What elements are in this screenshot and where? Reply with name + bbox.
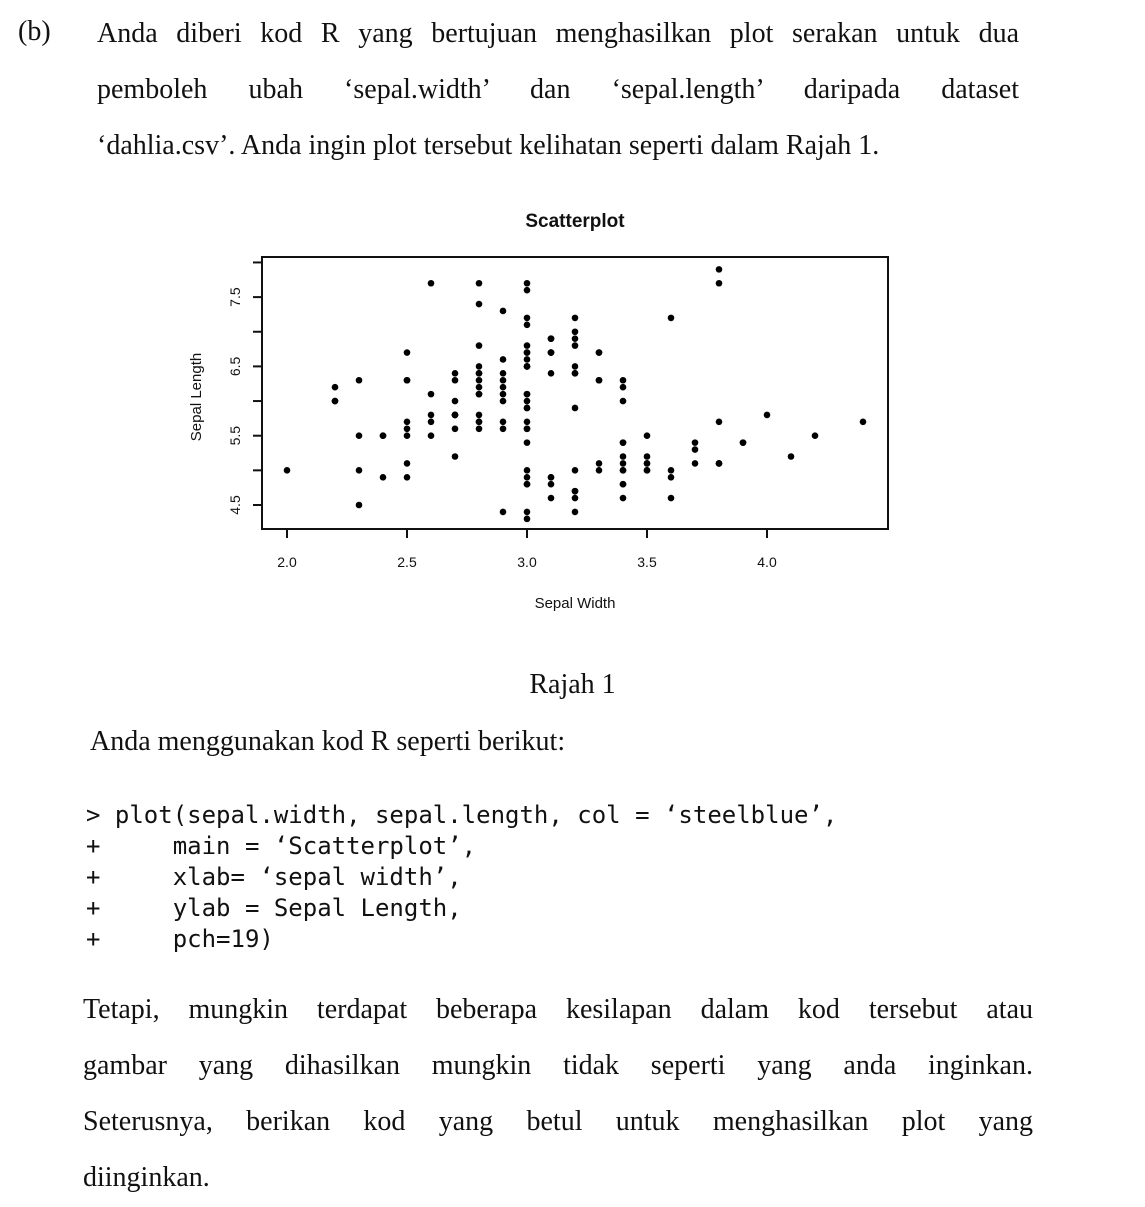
closing-line-2: gambar yang dihasilkan mungkin tidak seperti yang anda inginkan. — [83, 1050, 1033, 1081]
data-point — [476, 419, 483, 426]
data-point — [572, 370, 579, 377]
code-intro-text: Anda menggunakan kod R seperti berikut: — [90, 726, 566, 757]
data-point — [668, 315, 675, 322]
question-line-2: pemboleh ubah ‘sepal.width’ dan ‘sepal.length’ daripada dataset — [97, 74, 1019, 105]
data-point — [572, 328, 579, 335]
data-point — [452, 370, 459, 377]
x-axis-label: Sepal Width — [534, 595, 616, 612]
data-point — [620, 439, 627, 446]
data-point — [452, 377, 459, 384]
data-point — [500, 509, 507, 516]
x-tick-label: 3.0 — [517, 554, 537, 570]
data-point — [620, 495, 627, 502]
data-point — [524, 509, 531, 516]
data-point — [644, 467, 651, 474]
data-point — [404, 377, 411, 384]
data-point — [812, 432, 819, 439]
question-line-3: ‘dahlia.csv’. Anda ingin plot tersebut kelihatan seperti dalam Rajah 1. — [97, 130, 880, 161]
data-point — [716, 460, 723, 467]
data-point — [524, 287, 531, 294]
data-point — [356, 377, 363, 384]
data-point — [524, 516, 531, 523]
code-line-2: + main = ‘Scatterplot’, — [86, 832, 477, 860]
data-point — [524, 349, 531, 356]
data-point — [572, 495, 579, 502]
x-tick-label: 2.0 — [277, 554, 297, 570]
data-point — [620, 467, 627, 474]
data-point — [620, 398, 627, 405]
data-point — [476, 342, 483, 349]
data-point — [428, 391, 435, 398]
data-point — [668, 467, 675, 474]
data-point — [524, 474, 531, 481]
data-point — [716, 266, 723, 273]
y-axis-label: Sepal Length — [188, 352, 205, 442]
data-point — [332, 384, 339, 391]
x-tick-label: 3.5 — [637, 554, 657, 570]
data-point — [548, 481, 555, 488]
data-point — [404, 474, 411, 481]
code-line-3: + xlab= ‘sepal width’, — [86, 863, 462, 891]
data-point — [476, 301, 483, 308]
data-point — [476, 370, 483, 377]
data-point — [620, 453, 627, 460]
data-point — [548, 335, 555, 342]
data-point — [716, 280, 723, 287]
data-point — [620, 384, 627, 391]
data-point — [452, 453, 459, 460]
data-point — [860, 419, 867, 426]
data-point — [548, 370, 555, 377]
data-point — [524, 342, 531, 349]
figure-caption: Rajah 1 — [529, 669, 616, 700]
data-point — [572, 363, 579, 370]
data-point — [524, 481, 531, 488]
data-point — [620, 377, 627, 384]
x-tick-label: 2.5 — [397, 554, 417, 570]
data-point — [524, 439, 531, 446]
question-label: (b) — [18, 16, 51, 47]
data-point — [524, 419, 531, 426]
data-point — [644, 460, 651, 467]
data-point — [524, 322, 531, 329]
data-point — [500, 384, 507, 391]
data-point — [476, 363, 483, 370]
data-point — [404, 425, 411, 432]
data-point — [500, 370, 507, 377]
data-point — [524, 425, 531, 432]
data-point — [404, 419, 411, 426]
code-line-5: + pch=19) — [86, 925, 274, 953]
data-point — [524, 467, 531, 474]
closing-paragraph — [83, 990, 1033, 1200]
data-point — [284, 467, 291, 474]
data-point — [428, 280, 435, 287]
data-points — [284, 266, 867, 522]
data-point — [596, 377, 603, 384]
data-point — [476, 425, 483, 432]
data-point — [356, 502, 363, 509]
data-point — [500, 419, 507, 426]
data-point — [668, 474, 675, 481]
data-point — [476, 280, 483, 287]
data-point — [524, 363, 531, 370]
question-line-1: Anda diberi kod R yang bertujuan menghasilkan plot serakan untuk dua — [97, 18, 1019, 49]
data-point — [452, 412, 459, 419]
data-point — [380, 474, 387, 481]
data-point — [428, 419, 435, 426]
data-point — [572, 335, 579, 342]
data-point — [548, 495, 555, 502]
data-point — [644, 453, 651, 460]
data-point — [452, 425, 459, 432]
data-point — [428, 412, 435, 419]
data-point — [524, 405, 531, 412]
chart-title: Scatterplot — [525, 211, 625, 232]
data-point — [380, 432, 387, 439]
data-point — [452, 398, 459, 405]
code-line-4: + ylab = Sepal Length, — [86, 894, 462, 922]
closing-line-1: Tetapi, mungkin terdapat beberapa kesilapan dalam kod tersebut atau — [83, 994, 1033, 1025]
data-point — [620, 460, 627, 467]
data-point — [692, 446, 699, 453]
data-point — [596, 467, 603, 474]
x-tick-label: 4.0 — [757, 554, 777, 570]
data-point — [788, 453, 795, 460]
data-point — [740, 439, 747, 446]
data-point — [500, 398, 507, 405]
data-point — [572, 488, 579, 495]
data-point — [404, 432, 411, 439]
data-point — [524, 315, 531, 322]
data-point — [500, 391, 507, 398]
data-point — [404, 349, 411, 356]
y-tick-label: 4.5 — [227, 495, 243, 515]
data-point — [524, 398, 531, 405]
data-point — [572, 405, 579, 412]
data-point — [596, 460, 603, 467]
data-point — [668, 495, 675, 502]
data-point — [500, 308, 507, 315]
data-point — [332, 398, 339, 405]
data-point — [500, 425, 507, 432]
data-point — [500, 356, 507, 363]
data-point — [572, 509, 579, 516]
data-point — [500, 377, 507, 384]
data-point — [548, 474, 555, 481]
data-point — [596, 349, 603, 356]
closing-line-4: diinginkan. — [83, 1162, 210, 1193]
y-tick-label: 7.5 — [227, 287, 243, 307]
data-point — [524, 280, 531, 287]
data-point — [692, 439, 699, 446]
data-point — [692, 460, 699, 467]
data-point — [428, 432, 435, 439]
data-point — [572, 342, 579, 349]
data-point — [476, 377, 483, 384]
closing-line-3: Seterusnya, berikan kod yang betul untuk menghasilkan plot yang — [83, 1106, 1033, 1137]
data-point — [524, 391, 531, 398]
data-point — [476, 384, 483, 391]
data-point — [476, 412, 483, 419]
data-point — [716, 419, 723, 426]
y-tick-label: 6.5 — [227, 356, 243, 377]
data-point — [356, 432, 363, 439]
data-point — [764, 412, 771, 419]
data-point — [572, 467, 579, 474]
data-point — [620, 481, 627, 488]
data-point — [572, 315, 579, 322]
data-point — [524, 356, 531, 363]
y-axis — [227, 262, 262, 514]
y-tick-label: 5.5 — [227, 425, 243, 446]
r-code-block — [86, 800, 837, 955]
code-line-1: > plot(sepal.width, sepal.length, col = ‘steelblue’, — [86, 801, 838, 829]
data-point — [404, 460, 411, 467]
data-point — [356, 467, 363, 474]
data-point — [644, 432, 651, 439]
data-point — [548, 349, 555, 356]
data-point — [476, 391, 483, 398]
x-axis — [277, 529, 777, 570]
